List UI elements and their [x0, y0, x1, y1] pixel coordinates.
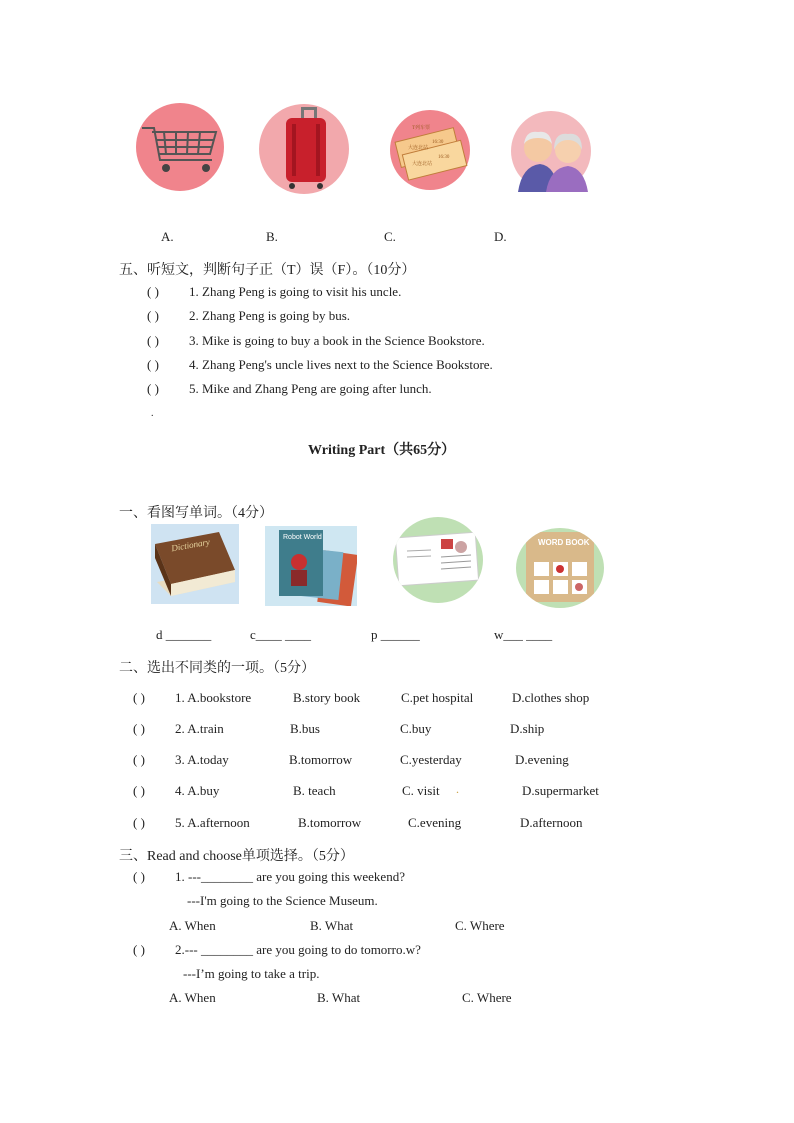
- part2-q2-c: C.buy: [400, 721, 432, 736]
- part3-q2-option-b: B. What: [317, 990, 361, 1005]
- part3-q1-option-c: C. Where: [455, 918, 505, 933]
- part3-q1-option-b: B. What: [310, 918, 354, 933]
- part3-q2-paren: ( ): [133, 942, 145, 957]
- section5-heading: 五、听短文，判断句子正（T）误（F）。（10分）: [119, 263, 416, 278]
- picture-label-c: C.: [384, 229, 396, 244]
- grandparents-picture: [510, 110, 592, 192]
- section5-paren-5: ( ): [147, 381, 159, 396]
- part2-paren-3: ( ): [133, 752, 145, 767]
- blank-d[interactable]: d _______: [156, 627, 212, 642]
- section5-item-3: 3. Mike is going to buy a book in the Science Bookstore.: [189, 333, 485, 348]
- word-book-picture: [516, 528, 604, 608]
- part2-q4-b: B. teach: [293, 783, 336, 798]
- part2-q5-b: B.tomorrow: [298, 815, 362, 830]
- section5-item-2: 2. Zhang Peng is going by bus.: [189, 308, 351, 323]
- word-book-cover-text: WORD BOOK: [538, 538, 590, 547]
- part2-stray-dot: .: [456, 782, 459, 796]
- part2-q3-c: C.yesterday: [400, 752, 462, 767]
- blank-c[interactable]: c____ ____: [250, 627, 312, 642]
- writing-part-title: Writing Part（共65分）: [308, 443, 456, 458]
- part2-q1-b: B.story book: [293, 690, 361, 705]
- part2-q2-b: B.bus: [290, 721, 320, 736]
- part3-q2-answer: ---I’m going to take a trip.: [183, 966, 320, 981]
- part2-paren-2: ( ): [133, 721, 145, 736]
- part3-q1-option-a: A. When: [169, 918, 216, 933]
- section5-paren-3: ( ): [147, 333, 159, 348]
- part2-q4-c: C. visit: [402, 783, 440, 798]
- section5-paren-4: ( ): [147, 357, 159, 372]
- ticket-text-4: 大连北站: [412, 162, 433, 167]
- part2-q1-c: C.pet hospital: [401, 690, 474, 705]
- postcard-picture: [393, 517, 483, 603]
- part3-q2-question: 2.--- ________ are you going to do tomorro.w?: [175, 942, 421, 957]
- picture-label-d: D.: [494, 229, 507, 244]
- train-tickets-picture: [388, 108, 472, 192]
- part2-q1-d: D.clothes shop: [512, 690, 590, 705]
- part2-q5-c: C.evening: [408, 815, 462, 830]
- part3-q1-question: 1. ---________ are you going this weekend?: [175, 869, 405, 884]
- section5-paren-2: ( ): [147, 308, 159, 323]
- part3-q1-paren: ( ): [133, 869, 145, 884]
- part2-q3-a: 3. A.today: [175, 752, 229, 767]
- part2-paren-4: ( ): [133, 783, 145, 798]
- part3-q2-option-c: C. Where: [462, 990, 512, 1005]
- section5-item-4: 4. Zhang Peng's uncle lives next to the Science Bookstore.: [189, 357, 493, 372]
- part1-heading: 一、看图写单词。（4分）: [119, 506, 273, 521]
- part2-q2-d: D.ship: [510, 721, 545, 736]
- ticket-text-1: T列车票: [412, 126, 431, 131]
- part3-q1-answer: ---I'm going to the Science Museum.: [187, 893, 378, 908]
- part2-q5-d: D.afternoon: [520, 815, 583, 830]
- ticket-text-5: 16:30: [438, 155, 450, 160]
- part2-q4-a: 4. A.buy: [175, 783, 220, 798]
- part2-q5-a: 5. A.afternoon: [175, 815, 250, 830]
- ticket-text-2: 大连北站: [408, 146, 429, 151]
- suitcase-picture: [256, 104, 352, 194]
- section5-item-1: 1. Zhang Peng is going to visit his uncle.: [189, 284, 402, 299]
- part2-heading: 二、选出不同类的一项。（5分）: [119, 661, 315, 676]
- robot-book-cover-text: Robot World: [283, 534, 322, 541]
- stray-dot: .: [151, 408, 154, 419]
- part2-q3-b: B.tomorrow: [289, 752, 353, 767]
- section5-item-5: 5. Mike and Zhang Peng are going after lunch.: [189, 381, 432, 396]
- picture-label-b: B.: [266, 229, 278, 244]
- part2-q3-d: D.evening: [515, 752, 569, 767]
- blank-p[interactable]: p ______: [371, 627, 420, 642]
- part3-q2-option-a: A. When: [169, 990, 216, 1005]
- ticket-text-3: 16:30: [432, 140, 444, 145]
- dictionary-cover-text: Dictionary: [170, 536, 211, 554]
- part2-q2-a: 2. A.train: [175, 721, 224, 736]
- robot-book-picture: [265, 526, 357, 606]
- section5-paren-1: ( ): [147, 284, 159, 299]
- part2-q1-a: 1. A.bookstore: [175, 690, 252, 705]
- part2-q4-d: D.supermarket: [522, 783, 599, 798]
- part2-paren-1: ( ): [133, 690, 145, 705]
- dictionary-picture: [151, 524, 239, 604]
- part2-paren-5: ( ): [133, 815, 145, 830]
- shopping-cart-picture: [128, 102, 224, 192]
- part3-heading: 三、Read and choose单项选择。（5分）: [119, 849, 354, 864]
- picture-label-a: A.: [161, 229, 174, 244]
- blank-w[interactable]: w___ ____: [494, 627, 553, 642]
